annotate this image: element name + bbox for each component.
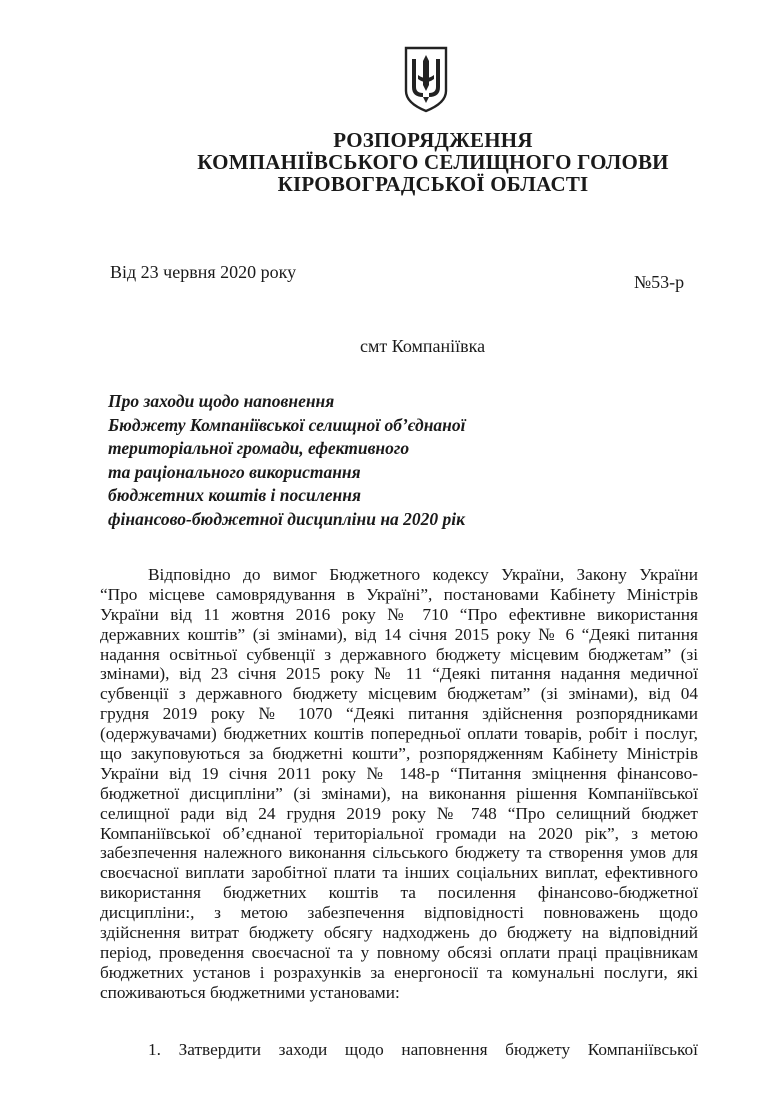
body-line: використання бюджетних коштів та посилення фінансово-бюджетної — [100, 883, 698, 903]
body-line: своєчасної виплати заробітної плати та інших соціальних виплат, ефективного — [100, 863, 698, 883]
document-body — [100, 565, 698, 1003]
document-title-line-3: КІРОВОГРАДСЬКОЇ ОБЛАСТІ — [277, 172, 589, 196]
body-line: споживаються бюджетними установами: — [100, 982, 400, 1002]
subject-line: Бюджету Компаніївської селищної об’єднаної — [108, 414, 466, 435]
body-line: період, проведення своєчасної та у повному обсязі оплати праці працівникам — [100, 942, 698, 962]
document-date: Від 23 червня 2020 року — [110, 262, 297, 282]
body-line: Відповідно до вимог Бюджетного кодексу України, Закону України — [148, 565, 698, 584]
body-line: змінами), від 23 січня 2015 року № 11 “Деякі питання надання медичної — [100, 664, 698, 684]
subject-line: Про заходи щодо наповнення — [108, 391, 335, 411]
body-line: що закуповуються за бюджетні кошти”, розпорядженням Кабінету Міністрів — [100, 744, 698, 764]
body-line: селищної ради від 24 грудня 2019 року № 748 “Про селищний бюджет — [100, 803, 698, 823]
body-line: державних коштів” (зі змінами), від 14 січня 2015 року № 6 “Деякі питання — [100, 624, 698, 644]
decision-item-1: 1. Затвердити заходи щодо наповнення бюджету Компаніївської — [148, 1040, 698, 1059]
body-line: грудня 2019 року № 1070 “Деякі питання здійснення розпорядниками — [100, 704, 698, 724]
body-line: здійснення витрат бюджету обсягу надходжень до бюджету на відповідний — [100, 923, 698, 943]
subject-line: територіальної громади, ефективного — [108, 438, 410, 459]
body-line: бюджетних установ і розрахунків за енергоносії та комунальні послуги, які — [100, 962, 698, 982]
body-line: бюджетної дисципліни” (зі змінами), на виконання рішення Компаніївської — [100, 783, 698, 803]
body-line: забезпечення належного виконання сільського бюджету та створення умов для — [100, 843, 698, 863]
body-line: (одержувачами) бюджетних коштів попередньої оплати товарів, робіт і послуг, — [100, 724, 698, 744]
document-title-line-1: РОЗПОРЯДЖЕННЯ — [333, 128, 533, 152]
document-place: смт Компаніївка — [360, 336, 486, 356]
body-line: України від 19 січня 2011 року № 148-р “Питання зміцнення фінансово- — [100, 763, 698, 783]
body-line: “Про місцеве самоврядування в Україні”, постановами Кабінету Міністрів — [100, 584, 698, 604]
document-number: №53-р — [634, 272, 685, 292]
trident-emblem-icon — [403, 45, 449, 113]
body-line: Компаніївської об’єднаної територіальної громади на 2020 рік”, з метою — [100, 823, 698, 843]
body-line: субвенції з державного бюджету місцевим бюджетам” (зі змінами), від 04 — [100, 684, 698, 704]
body-line: дисципліни:, з метою забезпечення відповідності повноважень щодо — [100, 903, 698, 923]
body-line: надання освітньої субвенції з державного бюджету місцевим бюджетам” (зі — [100, 644, 698, 664]
subject-line: бюджетних коштів і посилення — [108, 485, 361, 506]
subject-line: фінансово-бюджетної дисципліни на 2020 рік — [108, 508, 466, 529]
body-line: України від 11 жовтня 2016 року № 710 “Про ефективне використання — [100, 604, 698, 624]
document-title-line-2: КОМПАНІЇВСЬКОГО СЕЛИЩНОГО ГОЛОВИ — [197, 150, 669, 174]
subject-line: та раціонального використання — [108, 461, 361, 482]
document-subject — [108, 390, 528, 532]
